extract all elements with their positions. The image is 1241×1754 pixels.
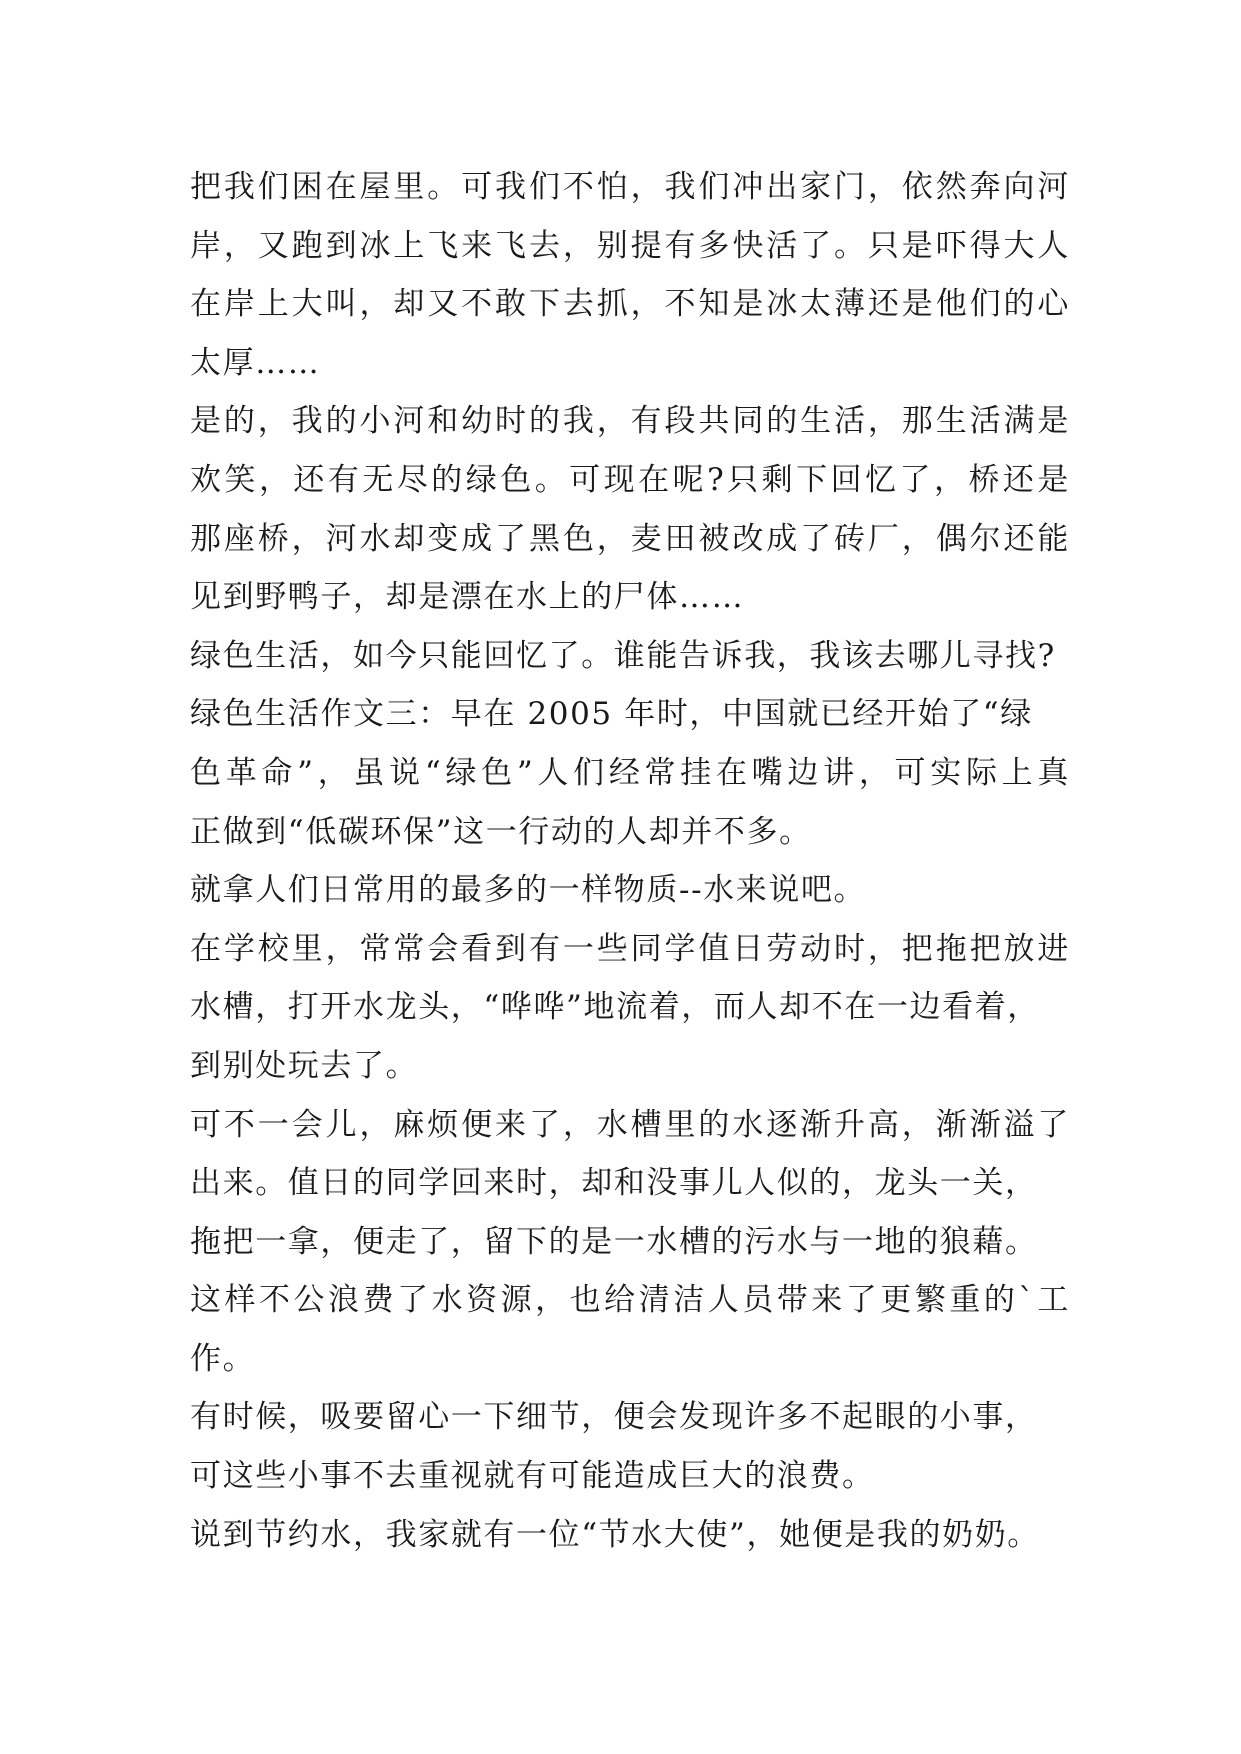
text-line: 作。 — [190, 1340, 256, 1377]
text-line: 拖把一拿，便走了，留下的是一水槽的污水与一地的狼藉。 — [190, 1223, 1038, 1260]
text-line: 欢笑，还有无尽的绿色。可现在呢?只剩下回忆了，桥还是 — [190, 461, 1070, 498]
text-line: 到别处玩去了。 — [190, 1047, 419, 1084]
text-line: 正做到“低碳环保”这一行动的人却并不多。 — [190, 813, 812, 850]
text-line: 见到野鸭子，却是漂在水上的尸体…… — [190, 579, 745, 616]
text-line: 可这些小事不去重视就有可能造成巨大的浪费。 — [190, 1458, 875, 1495]
text-line: 太厚…… — [190, 344, 321, 381]
text-line: 在岸上大叫，却又不敢下去抓，不知是冰太薄还是他们的心 — [190, 286, 1070, 323]
text-line: 说到节约水，我家就有一位“节水大使”，她便是我的奶奶。 — [190, 1516, 1040, 1553]
text-line: 可不一会儿，麻烦便来了，水槽里的水逐渐升高，渐渐溢了 — [190, 1106, 1070, 1143]
text-line: 是的，我的小河和幼时的我，有段共同的生活，那生活满是 — [190, 403, 1070, 440]
text-line: 绿色生活作文三：早在 2005 年时，中国就已经开始了“绿 — [190, 696, 1033, 733]
text-line: 有时候，吸要留心一下细节，便会发现许多不起眼的小事， — [190, 1399, 1038, 1436]
text-line: 水槽，打开水龙头，“哗哗”地流着，而人却不在一边看着， — [190, 989, 1040, 1026]
text-line: 就拿人们日常用的最多的一样物质--水来说吧。 — [190, 872, 867, 909]
text-line: 绿色生活，如今只能回忆了。谁能告诉我，我该去哪儿寻找? — [190, 637, 1056, 674]
text-line: 岸，又跑到冰上飞来飞去，别提有多快活了。只是吓得大人 — [190, 227, 1070, 264]
text-line: 色革命”，虽说“绿色”人们经常挂在嘴边讲，可实际上真 — [190, 754, 1070, 791]
text-line: 把我们困在屋里。可我们不怕，我们冲出家门，依然奔向河 — [190, 169, 1070, 205]
document-body — [190, 158, 1070, 1564]
text-line: 这样不公浪费了水资源，也给清洁人员带来了更繁重的`工 — [190, 1282, 1070, 1319]
text-line: 那座桥，河水却变成了黑色，麦田被改成了砖厂，偶尔还能 — [190, 520, 1070, 557]
text-line: 在学校里，常常会看到有一些同学值日劳动时，把拖把放进 — [190, 930, 1070, 967]
text-line: 出来。值日的同学回来时，却和没事儿人似的，龙头一关， — [190, 1165, 1038, 1202]
